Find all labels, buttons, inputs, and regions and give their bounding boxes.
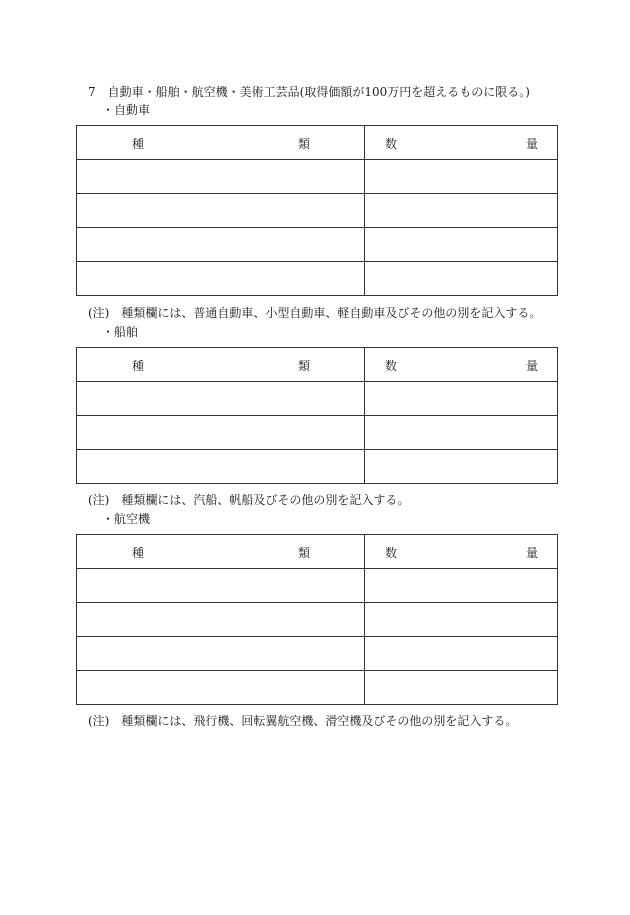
table-header-row [77,126,558,160]
table-row [77,603,558,637]
table-automobile [76,125,558,296]
note-ship [88,493,409,507]
kind-cell[interactable] [77,382,365,416]
kind-cell[interactable] [77,262,365,296]
table-row [77,228,558,262]
quantity-cell[interactable] [365,194,558,228]
header-quantity-char-2: 量 [526,546,539,560]
note-mark: (注) [88,493,110,507]
kind-cell[interactable] [77,450,365,484]
quantity-cell[interactable] [365,160,558,194]
quantity-cell[interactable] [365,637,558,671]
kind-cell[interactable] [77,671,365,705]
header-kind-char-2: 類 [298,359,311,373]
table-row [77,450,558,484]
section-title [88,85,530,99]
subtitle-aircraft: ・航空機 [102,512,151,526]
header-kind-char-1: 種 [132,546,145,560]
kind-cell[interactable] [77,416,365,450]
kind-cell[interactable] [77,637,365,671]
table-row [77,194,558,228]
header-quantity [365,348,558,382]
subtitle-ship: ・船舶 [102,325,139,339]
table-ship [76,347,558,484]
kind-cell[interactable] [77,160,365,194]
header-kind [77,535,365,569]
header-quantity-char-1: 数 [385,137,398,151]
note-text: 種類欄には、汽船、帆船及びその他の別を記入する。 [121,493,410,507]
table-row [77,569,558,603]
quantity-cell[interactable] [365,382,558,416]
note-mark: (注) [88,306,110,320]
quantity-cell[interactable] [365,228,558,262]
table-row [77,671,558,705]
kind-cell[interactable] [77,603,365,637]
table-header-row [77,348,558,382]
header-quantity-char-2: 量 [526,359,539,373]
quantity-cell[interactable] [365,671,558,705]
quantity-cell[interactable] [365,450,558,484]
header-kind [77,126,365,160]
quantity-cell[interactable] [365,416,558,450]
header-kind-char-1: 種 [132,137,145,151]
subtitle-automobile: ・自動車 [102,103,151,117]
header-kind-char-1: 種 [132,359,145,373]
table-row [77,416,558,450]
header-kind [77,348,365,382]
note-aircraft [88,714,517,728]
section-number: 7 [88,85,96,99]
quantity-cell[interactable] [365,603,558,637]
header-kind-char-2: 類 [298,137,311,151]
table-row [77,160,558,194]
kind-cell[interactable] [77,228,365,262]
table-row [77,262,558,296]
table-row [77,637,558,671]
kind-cell[interactable] [77,194,365,228]
quantity-cell[interactable] [365,569,558,603]
header-quantity-char-1: 数 [385,359,398,373]
kind-cell[interactable] [77,569,365,603]
note-text: 種類欄には、飛行機、回転翼航空機、滑空機及びその他の別を記入する。 [121,714,518,728]
header-quantity [365,535,558,569]
header-kind-char-2: 類 [298,546,311,560]
note-text: 種類欄には、普通自動車、小型自動車、軽自動車及びその他の別を記入する。 [121,306,542,320]
table-row [77,382,558,416]
header-quantity [365,126,558,160]
note-mark: (注) [88,714,110,728]
header-quantity-char-2: 量 [526,137,539,151]
quantity-cell[interactable] [365,262,558,296]
note-automobile [88,306,541,320]
table-aircraft [76,534,558,705]
section-title-text: 自動車・船舶・航空機・美術工芸品(取得価額が100万円を超えるものに限る。) [107,85,530,99]
table-header-row [77,535,558,569]
header-quantity-char-1: 数 [385,546,398,560]
